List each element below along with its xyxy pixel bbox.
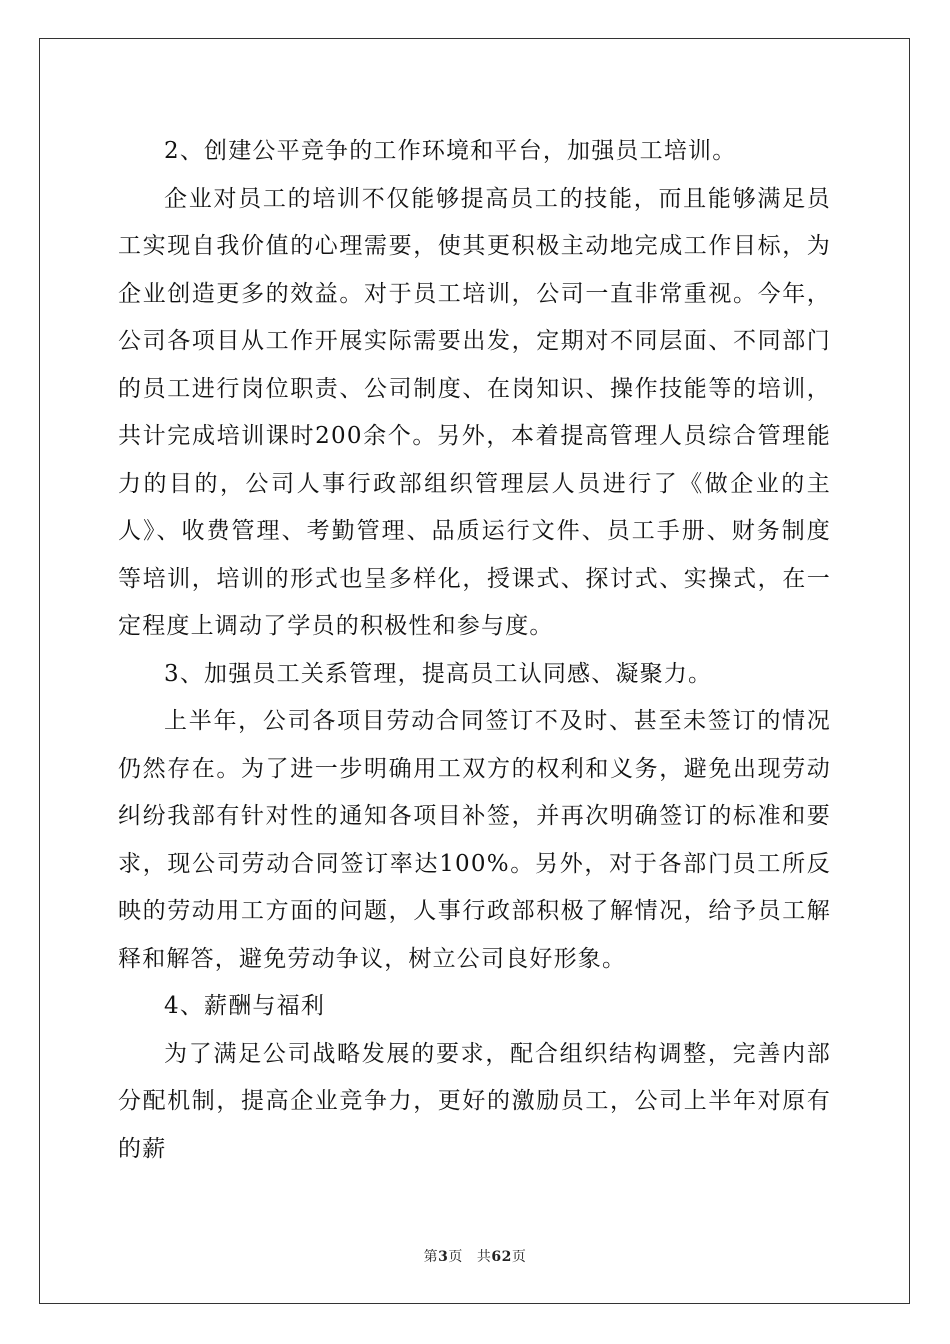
total-pages: 62 <box>491 1249 512 1265</box>
section-heading-employee-relations: 3、加强员工关系管理，提高员工认同感、凝聚力。 <box>164 660 713 687</box>
total-prefix: 共 <box>476 1249 492 1265</box>
section-heading-training: 2、创建公平竞争的工作环境和平台，加强员工培训。 <box>164 138 737 164</box>
section-heading-compensation: 4、薪酬与福利 <box>164 993 326 1019</box>
page-suffix: 页 <box>448 1249 463 1265</box>
total-suffix: 页 <box>511 1249 527 1265</box>
page-prefix: 第 <box>423 1249 439 1265</box>
paragraph-training: 企业对员工的培训不仅能够提高员工的技能，而且能够满足员工实现自我价值的心理需要，使其更积极主动地完成工作目标，为企业创造更多的效益。对于员工培训，公司一直非常重视。今年，公司各项目从工作开展实际需要出发，定期对不同层面、不同部门的员工进行岗位职责、公司制度、在岗知识、操作技能等的培训，共计完成培训课时200余个。另外，本着提高管理人员综合管理能力的目的，公司人事行政部组织管理层人员进行了《做企业的主人》、收费管理、考勤管理、品质运行文件、员工手册、财务制度等培训，培训的形式也呈多样化，授课式、探讨式、实操式，在一定程度上调动了学员的积极性和参与度。 <box>118 185 831 639</box>
paragraph-compensation: 为了满足公司战略发展的要求，配合组织结构调整，完善内部分配机制，提高企业竞争力，更好的激励员工，公司上半年对原有的薪 <box>118 1040 831 1162</box>
page-footer <box>0 1246 950 1266</box>
paragraph-employee-relations: 上半年，公司各项目劳动合同签订不及时、甚至未签订的情况仍然存在。为了进一步明确用工双方的权利和义务，避免出现劳动纠纷我部有针对性的通知各项目补签，并再次明确签订的标准和要求，现公司劳动合同签订率达100%。另外，对于各部门员工所反映的劳动用工方面的问题，人事行政部积极了解情况，给予员工解释和解答，避免劳动争议，树立公司良好形象。 <box>118 708 831 972</box>
page-number: 3 <box>438 1249 449 1265</box>
document-body <box>118 128 831 1173</box>
